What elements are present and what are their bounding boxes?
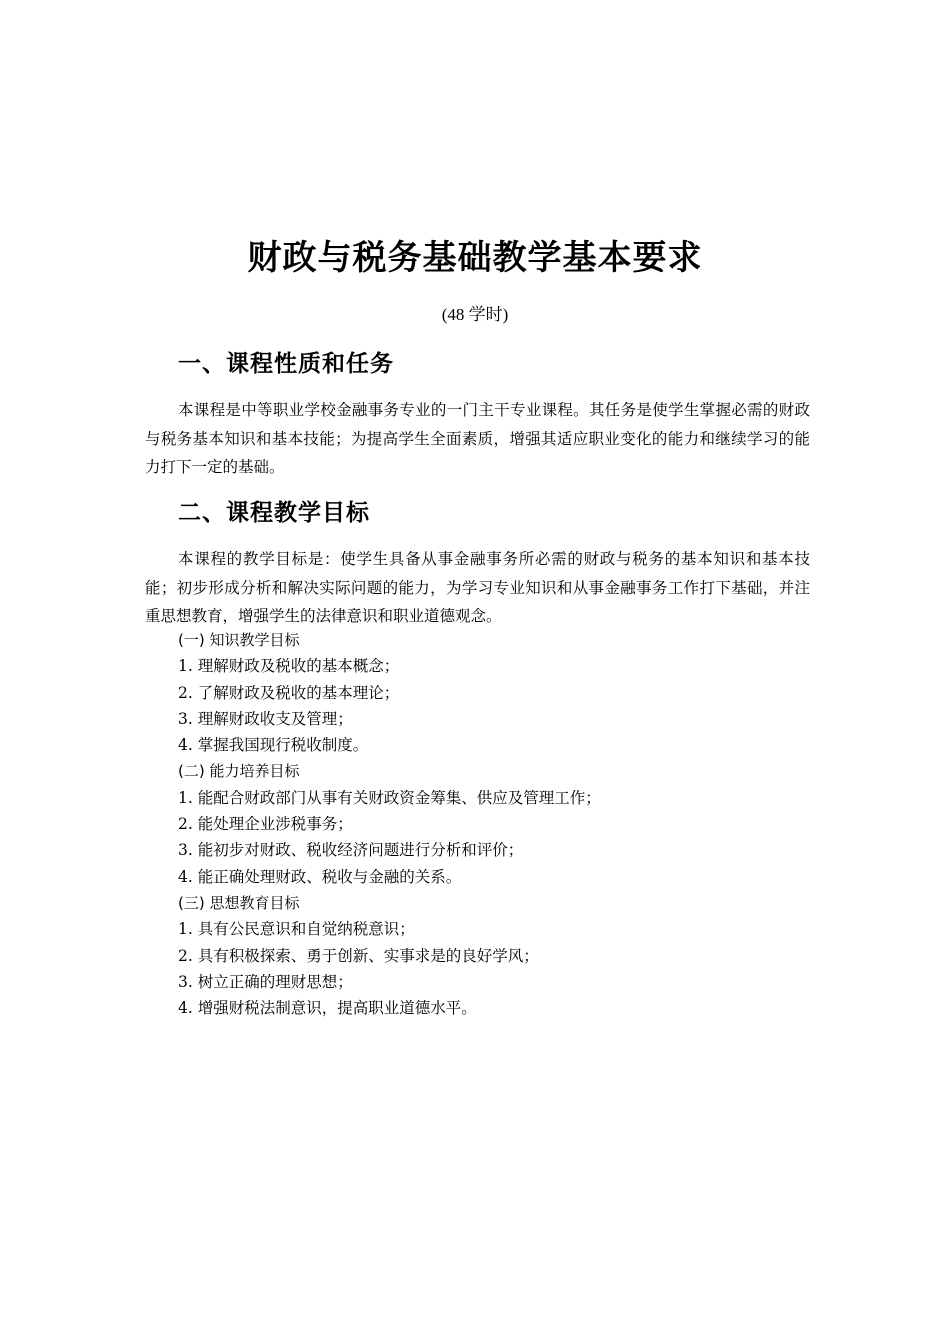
- section-heading-goals: 二、课程教学目标: [178, 500, 370, 526]
- list-item: 1. 能配合财政部门从事有关财政资金筹集、供应及管理工作；: [178, 788, 601, 807]
- list-item: 3. 能初步对财政、税收经济问题进行分析和评价；: [178, 841, 524, 860]
- subsection-title-ability: (二) 能力培养目标: [178, 762, 300, 781]
- list-item: 3. 理解财政收支及管理；: [178, 709, 353, 728]
- list-item: 4. 掌握我国现行税收制度。: [178, 736, 369, 755]
- list-item: 4. 增强财税法制意识，提高职业道德水平。: [178, 999, 477, 1018]
- list-item: 2. 能处理企业涉税事务；: [178, 815, 353, 834]
- list-item: 1. 具有公民意识和自觉纳税意识；: [178, 920, 415, 939]
- section-paragraph-nature: 本课程是中等职业学校金融事务专业的一门主干专业课程。其任务是使学生掌握必需的财政与税务基本知识和基本技能；为提高学生全面素质，增强其适应职业变化的能力和继续学习的能力打下一定的基础。: [145, 401, 810, 476]
- list-item: 2. 了解财政及税收的基本理论；: [178, 683, 400, 702]
- goals-list: [178, 627, 818, 1021]
- document-subtitle: (48 学时): [441, 305, 509, 324]
- subsection-title-knowledge: (一) 知识教学目标: [178, 631, 300, 649]
- subsection-title-ideology: (三) 思想教育目标: [178, 893, 300, 912]
- document-title: 财政与税务基础教学基本要求: [247, 238, 703, 278]
- section-heading-nature: 一、课程性质和任务: [178, 351, 394, 377]
- list-item: 2. 具有积极探索、勇于创新、实事求是的良好学风；: [178, 946, 539, 965]
- list-item: 1. 理解财政及税收的基本概念；: [178, 657, 400, 676]
- list-item: 3. 树立正确的理财思想；: [178, 972, 353, 991]
- section-paragraph-goals: 本课程的教学目标是：使学生具备从事金融事务所必需的财政与税务的基本知识和基本技能；初步形成分析和解决实际问题的能力，为学习专业知识和从事金融事务工作打下基础，并注重思想教育，增强学生的法律意识和职业道德观念。: [145, 550, 810, 625]
- list-item: 4. 能正确处理财政、税收与金融的关系。: [178, 867, 462, 886]
